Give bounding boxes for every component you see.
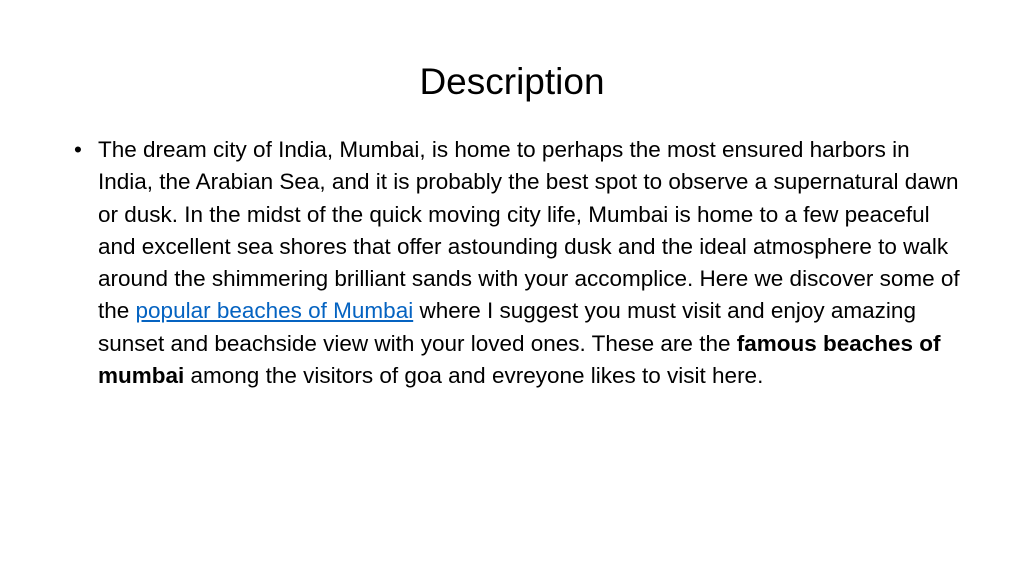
bullet-icon: • <box>74 137 82 162</box>
slide-body <box>72 134 962 392</box>
slide-title: Description <box>419 61 605 102</box>
paragraph-text-middle: where I suggest you must visit and enjoy amazing sunset and beachside view with your loved ones. These are the <box>98 298 916 356</box>
paragraph-text-end: among the visitors of goa and evreyone likes to visit here. <box>184 363 764 389</box>
popular-beaches-link[interactable]: popular beaches of Mumbai <box>135 298 414 324</box>
bullet-item <box>72 134 962 392</box>
paragraph-text-start: The dream city of India, Mumbai, is home to perhaps the most ensured harbors in India, the Arabian Sea, and it is probably the best spot to observe a supernatural dawn or dusk. In the midst of the quick moving city life, Mumbai is home to a few peaceful and excellent sea shores that offer astounding dusk and the ideal atmosphere to walk around the shimmering brilliant sands with your accomplice. Here we discover some of the <box>98 137 960 324</box>
bold-phrase: famous beaches of mumbai <box>98 330 941 389</box>
